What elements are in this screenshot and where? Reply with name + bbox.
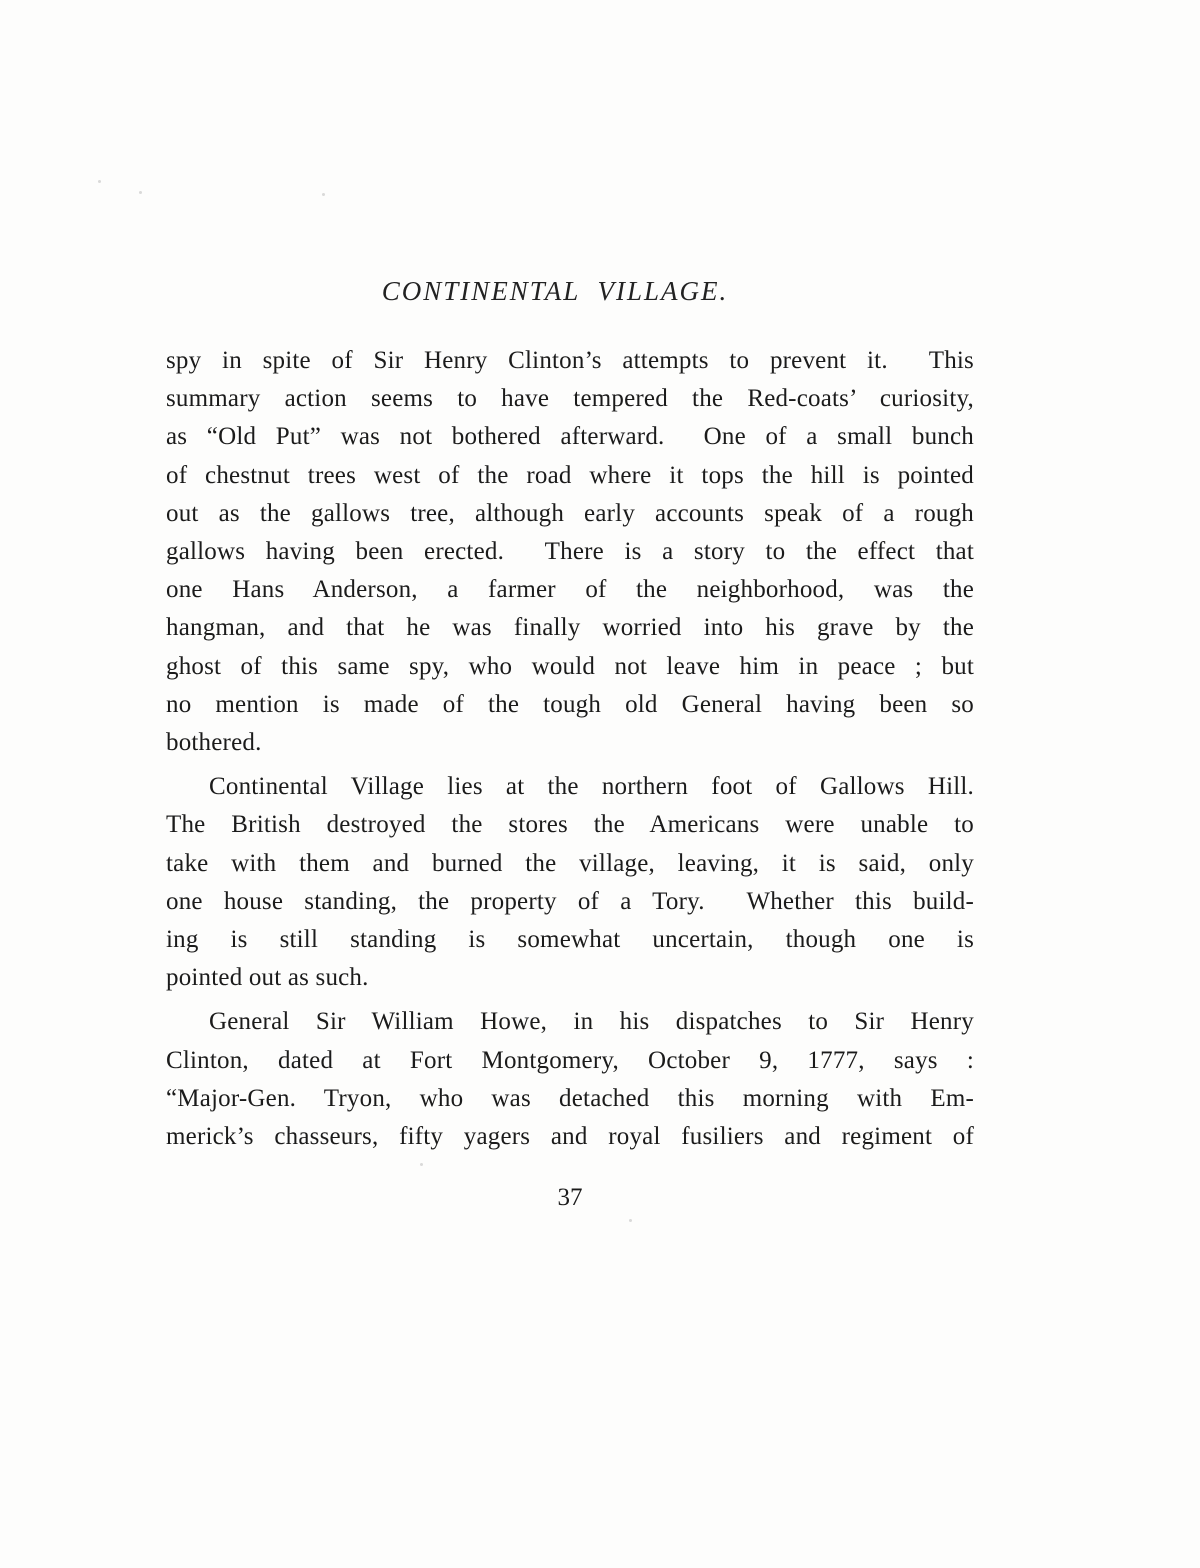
text-line: Clinton, dated at Fort Montgomery, October 9, 1777, says : [166, 1046, 974, 1074]
paragraph [166, 1003, 974, 1156]
text-line: Continental Village lies at the northern foot of Gallows Hill. [209, 773, 974, 801]
text-line: spy in spite of Sir Henry Clinton’s attempts to prevent it. This [166, 347, 974, 374]
text-line: bothered. [166, 729, 262, 757]
text-line: merick’s chasseurs, fifty yagers and royal fusiliers and regiment of [166, 1123, 974, 1151]
paragraph [166, 768, 974, 997]
text-line: hangman, and that he was finally worried into his grave by the [166, 614, 974, 642]
text-line: ghost of this same spy, who would not leave him in peace ; but [166, 652, 974, 680]
text-line: no mention is made of the tough old General having been so [166, 690, 974, 718]
text-line: out as the gallows tree, although early accounts speak of a rough [166, 499, 974, 527]
text-line: ing is still standing is somewhat uncertain, though one is [166, 926, 974, 954]
body-text [166, 342, 974, 1156]
scan-speck [420, 1163, 423, 1166]
text-line: take with them and burned the village, leaving, it is said, only [166, 849, 974, 877]
text-line: summary action seems to have tempered the Red-coats’ curiosity, [166, 385, 974, 413]
scan-speck [139, 191, 142, 194]
paragraph [166, 342, 974, 762]
text-line: “Major-Gen. Tryon, who was detached this morning with Em- [166, 1084, 974, 1112]
text-line: gallows having been erected. There is a story to the effect that [166, 538, 974, 566]
text-line: one Hans Anderson, a farmer of the neighborhood, was the [166, 576, 974, 604]
text-line: as “Old Put” was not bothered afterward. One of a small bunch [166, 423, 974, 451]
text-line: pointed out as such. [166, 964, 369, 992]
scan-speck [322, 193, 325, 196]
text-line: The British destroyed the stores the Americans were unable to [166, 811, 974, 839]
text-line: General Sir William Howe, in his dispatches to Sir Henry [209, 1008, 974, 1036]
scan-speck [629, 1219, 632, 1222]
text-line: of chestnut trees west of the road where it tops the hill is pointed [166, 461, 974, 489]
page-title: CONTINENTAL VILLAGE. [381, 276, 729, 306]
text-line: one house standing, the property of a Tory. Whether this build- [166, 887, 974, 915]
scan-speck [98, 180, 101, 183]
page-number: 37 [557, 1184, 583, 1211]
